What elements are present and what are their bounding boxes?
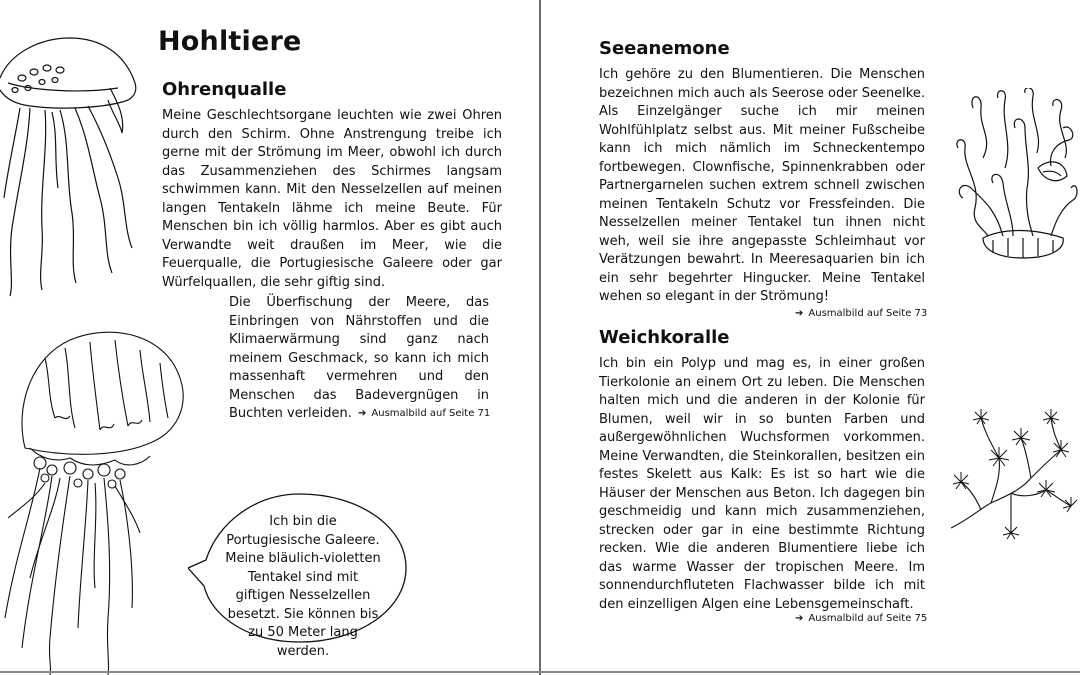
page-bottom-edge: [0, 671, 1080, 673]
reference-note: [358, 408, 490, 419]
seeanemone-text: Ich gehöre zu den Blumentieren. Die Menschen bezeichnen mich auch als Seerose oder Seenelke. Als Einzelgänger suche ich mir meinen Wohlfühlplatz selbst aus. Mit meiner Fußscheibe kann ich mich nämlich im Schneckentempo fortbewegen. Clownfische, Spinnenkrabben oder Partnergarnelen suchen extrem schnell zwischen meinen Tentakeln Schutz vor Fressfeinden. Die Nesselzellen meiner Tentakel tun ihnen nicht weh, weil sie ihre angepasste Schleimhaut vor Verätzungen bewahrt. In Meeresaquarien bin ich ein sehr begehrter Hingucker. Meine Tentakel wehen so elegant in der Strömung!: [599, 67, 925, 304]
section-heading-ohrenqualle: Ohrenqualle: [162, 79, 287, 100]
reference-text: Ausmalbild auf Seite 73: [808, 308, 928, 319]
ohrenqualle-text: Meine Geschlechtsorgane leuchten wie zwei Ohren durch den Schirm. Ohne Anstrengung treibe ich gerne mit der Strömung im Meer, obwohl ich durch das Zusammenziehen des Schirmes langsam schwimmen kann. Mit den Nesselzellen auf meinen langen Tentakeln lähme ich meine Beute. Für Menschen bin ich völlig harmlos. Aber es gibt auch Verwandte weit draußen im Meer, wie die Feuerqualle, die Portugiesische Galeere oder gar Würfelquallen, die sehr giftig sind.: [162, 108, 502, 290]
weichkoralle-text: Ich bin ein Polyp und mag es, in einer großen Tierkolonie an einem Ort zu leben. Die Menschen halten mich und die anderen in der Kolonie für Blumen, weil wir in so bunten Farben und außergewöhnlichen Wuchsformen vorkommen. Meine Verwandten, die Steinkorallen, besitzen ein festes Skelett aus Kalk: Es ist so hart wie die Häuser der Menschen aus Beton. Ich dagegen bin geschmeidig und kann mich zusammenziehen, strecken oder gar in eine bestimmte Richtung recken. Wie die anderen Blumentiere liebe ich das warme Wasser der tropischen Meere. Im sonnendurchfluteten Flachwasser bilde ich mit den einzelligen Algen eine Lebensgemeinschaft.: [599, 356, 925, 612]
arrow-right-icon: ➔: [795, 308, 804, 319]
ohrenqualle-text-2: Die Überfischung der Meere, das Einbringen von Nährstoffen und die Klimaerwärmung sind ganz nach meinem Geschmack, so kann ich mich massenhaft vermehren und den Menschen das Badevergnügen in Buchten verleiden.: [229, 295, 489, 421]
reference-note: [795, 613, 927, 624]
arrow-right-icon: ➔: [795, 613, 804, 624]
right-page: [541, 0, 1080, 675]
moon-jellyfish-illustration: [0, 28, 150, 298]
section-heading-weichkoralle: Weichkoralle: [599, 327, 730, 348]
section-heading-seeanemone: Seeanemone: [599, 38, 730, 59]
arrow-right-icon: ➔: [358, 408, 367, 419]
page-title: Hohltiere: [158, 26, 302, 57]
reference-text: Ausmalbild auf Seite 75: [808, 613, 928, 624]
soft-coral-illustration: [951, 378, 1080, 558]
reference-note: [795, 308, 927, 319]
portuguese-man-o-war-illustration: [0, 318, 200, 675]
left-page: [0, 0, 539, 675]
speech-bubble-text: Ich bin die Portugiesische Galeere. Meine bläulich-violetten Tentakel sind mit giftigen Nesselzellen besetzt. Sie können bis zu 50 Meter lang werden.: [225, 514, 381, 659]
reference-text: Ausmalbild auf Seite 71: [371, 408, 491, 419]
sea-anemone-illustration: [953, 88, 1080, 268]
